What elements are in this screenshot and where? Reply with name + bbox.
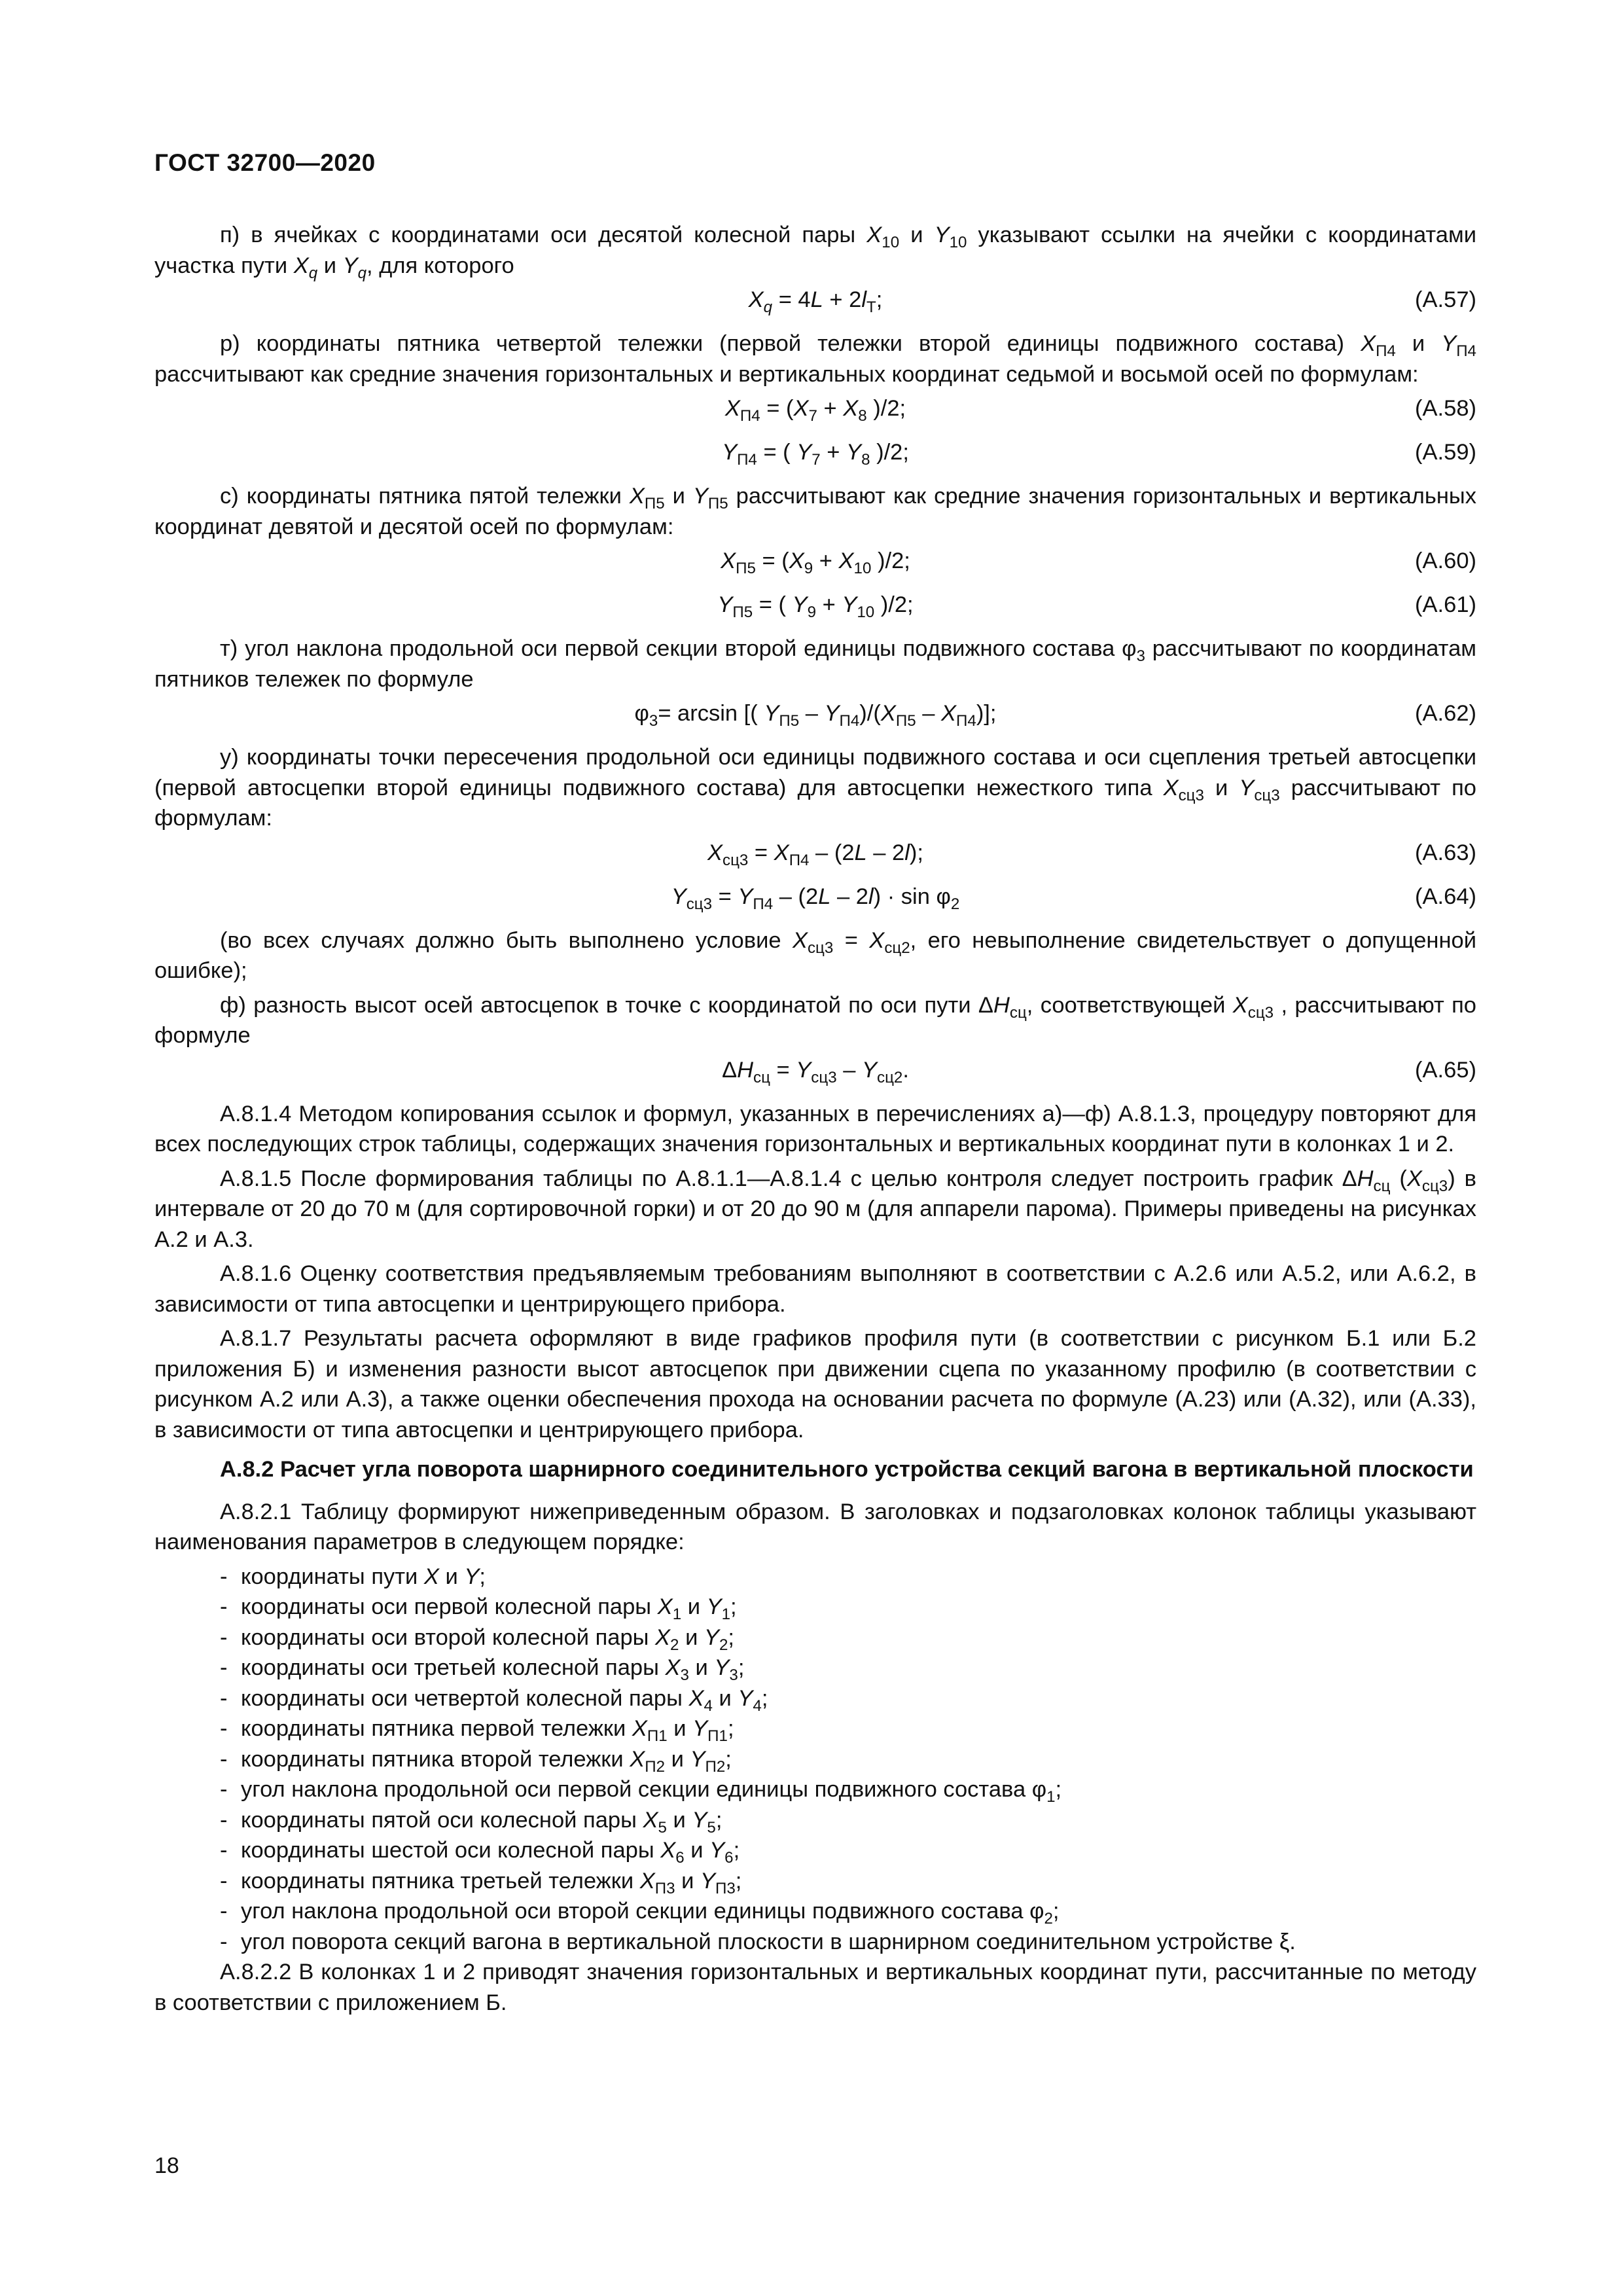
paragraph: А.8.1.4 Методом копирования ссылок и формул, указанных в перечислениях а)—ф) А.8.1.3, процедуру повторяют для всех последующих строк таблицы, содержащих значения горизонтальных и вертикальных координат пути в колонках 1 и 2. xyxy=(154,1101,1476,1157)
equation-formula: $X_{сц3} = X_{П4} - (2L - 2l)$; xyxy=(707,840,923,869)
equation xyxy=(154,393,1476,424)
paragraph: у) координаты точки пересечения продольной оси единицы подвижного состава и оси сцепления третьей автосцепки (первой автосцепки второй единицы подвижного состава) для автосцепки нежесткого типа $X_{сц3}$ и $Y_{сц3}$ рассчитывают по формулам: xyxy=(154,745,1476,831)
equation xyxy=(154,882,1476,912)
list-dash: - xyxy=(220,1746,228,1772)
list-item-text: координаты оси четвертой колесной пары $X_4$ и $Y_4$; xyxy=(241,1685,768,1715)
equation xyxy=(154,437,1476,468)
list-item-text: координаты пятой оси колесной пары $X_5$ и $Y_5$; xyxy=(241,1807,722,1837)
list-item xyxy=(220,1774,1476,1805)
equation xyxy=(154,838,1476,869)
list-item xyxy=(220,1744,1476,1775)
standard-title: ГОСТ 32700—2020 xyxy=(154,149,376,176)
list-item xyxy=(220,1562,1476,1592)
equation-formula: $\Delta H_{сц} = Y_{сц3} - Y_{сц2}$. xyxy=(722,1057,909,1086)
list-item-text: угол поворота секций вагона в вертикальной плоскости в шарнирном соединительном устройстве ξ. xyxy=(241,1929,1296,1954)
equation xyxy=(154,590,1476,620)
list-item-text: координаты оси третьей колесной пары $X_3$ и $Y_3$; xyxy=(241,1655,745,1684)
list-item xyxy=(220,1592,1476,1623)
equation-number: (A.62) xyxy=(1415,701,1476,726)
list-dash: - xyxy=(220,1594,228,1619)
paragraph: А.8.1.7 Результаты расчета оформляют в виде графиков профиля пути (в соответствии с рисунком Б.1 или Б.2 приложения Б) и изменения разности высот автосцепок при движении сцепа по указанному профилю (в соответствии с рисунком А.2 или А.3), а также оценки обеспечения прохода на основании расчета по формуле (А.23) или (А.32), или (А.33), в зависимости от типа автосцепки и центрирующего прибора. xyxy=(154,1326,1476,1443)
paragraph: п) в ячейках с координатами оси десятой колесной пары $X_{10}$ и $Y_{10}$ указывают ссылки на ячейки с координатами участка пути $X_q$ и $Y_q$, для которого xyxy=(154,223,1476,282)
list-item-text: координаты шестой оси колесной пары $X_6$ и $Y_6$; xyxy=(241,1838,740,1867)
equation-formula: $Y_{сц3} = Y_{П4} - (2L - 2l) \cdot \sin \varphi_2$ xyxy=(671,884,960,913)
list-dash: - xyxy=(220,1807,228,1833)
equation xyxy=(154,1055,1476,1086)
list-item-text: угол наклона продольной оси второй секции единицы подвижного состава $\varphi_2$; xyxy=(241,1899,1060,1928)
equation-formula: $Y_{П4}$ = ( $Y_7 + Y_8$ )/2; xyxy=(722,440,909,469)
equation-number: (A.58) xyxy=(1415,396,1476,421)
equation xyxy=(154,285,1476,315)
list-item xyxy=(220,1805,1476,1836)
list-item xyxy=(220,1713,1476,1744)
paragraph: А.8.2.2 В колонках 1 и 2 приводят значения горизонтальных и вертикальных координат пути, рассчитанные по методу в соответствии с приложением Б. xyxy=(154,1960,1476,2015)
paragraph: А.8.1.5 После формирования таблицы по А.8.1.1—А.8.1.4 с целью контроля следует построить график $\Delta H_{сц}$ $(X_{сц3})$ в интервале от 20 до 70 м (для сортировочной горки) и от 20 до 90 м (для аппарели парома). Примеры приведены на рисунках А.2 и А.3. xyxy=(154,1166,1476,1252)
list-dash: - xyxy=(220,1655,228,1680)
list-dash: - xyxy=(220,1868,228,1893)
paragraph: А.8.2.1 Таблицу формируют нижеприведенным образом. В заголовках и подзаголовках колонок таблицы указывают наименования параметров в следующем порядке: xyxy=(154,1499,1476,1554)
list-item xyxy=(220,1927,1476,1958)
equation-number: (A.61) xyxy=(1415,592,1476,617)
list-item xyxy=(220,1866,1476,1897)
equation-formula: $X_{П4} = (X_7 + X_8$ )/2; xyxy=(724,396,906,425)
list-dash: - xyxy=(220,1777,228,1802)
equation-formula: $X_q = 4L + 2l_Т$; xyxy=(748,287,883,316)
paragraph: т) угол наклона продольной оси первой секции второй единицы подвижного состава $\varphi_3$ рассчитывают по координатам пятников тележек по формуле xyxy=(154,636,1476,692)
equation-number: (A.59) xyxy=(1415,440,1476,465)
list-dash: - xyxy=(220,1624,228,1650)
list-item-text: координаты пятника третьей тележки $X_{П3}$ и $Y_{П3}$; xyxy=(241,1868,742,1897)
list-item xyxy=(220,1683,1476,1714)
list-item xyxy=(220,1623,1476,1653)
paragraph: ф) разность высот осей автосцепок в точке с координатой по оси пути $\Delta H_{сц}$, соответствующей $X_{сц3}$ , рассчитывают по формуле xyxy=(154,992,1476,1048)
list-item-text: координаты оси второй колесной пары $X_2$ и $Y_2$; xyxy=(241,1624,734,1654)
list-dash: - xyxy=(220,1899,228,1924)
equation-formula: $X_{П5} = (X_9 + X_{10}$ )/2; xyxy=(721,548,910,577)
list-dash: - xyxy=(220,1929,228,1954)
paragraph: А.8.1.6 Оценку соответствия предъявляемым требованиям выполняют в соответствии с А.2.6 или А.5.2, или А.6.2, в зависимости от типа автосцепки и центрирующего прибора. xyxy=(154,1261,1476,1317)
list-dash: - xyxy=(220,1685,228,1711)
list-dash: - xyxy=(220,1838,228,1863)
list-dash: - xyxy=(220,1716,228,1741)
paragraph: р) координаты пятника четвертой тележки (первой тележки второй единицы подвижного состава) $X_{П4}$ и $Y_{П4}$ рассчитывают как средние значения горизонтальных и вертикальных координат седьмой и восьмой осей по формулам: xyxy=(154,331,1476,387)
equation-number: (A.65) xyxy=(1415,1057,1476,1083)
list-item-text: угол наклона продольной оси первой секции единицы подвижного состава $\varphi_1$; xyxy=(241,1777,1062,1806)
equation xyxy=(154,546,1476,577)
equation xyxy=(154,698,1476,729)
equation-number: (A.64) xyxy=(1415,884,1476,909)
list-item xyxy=(220,1653,1476,1683)
list-item-text: координаты оси первой колесной пары $X_1$ и $Y_1$; xyxy=(241,1594,737,1623)
list-item-text: координаты пути X и Y; xyxy=(241,1564,486,1589)
list-item xyxy=(220,1896,1476,1927)
document-body xyxy=(154,220,1476,2022)
equation-formula: $\varphi_3= \arcsin$ [( $Y_{П5} - Y_{П4})/(X_{П5} - X_{П4})$]; xyxy=(634,701,997,730)
paragraph: с) координаты пятника пятой тележки $X_{П5}$ и $Y_{П5}$ рассчитывают как средние значения горизонтальных и вертикальных координат девятой и десятой осей по формулам: xyxy=(154,484,1476,539)
equation-number: (A.63) xyxy=(1415,840,1476,865)
equation-number: (A.57) xyxy=(1415,287,1476,312)
list-item xyxy=(220,1835,1476,1866)
list-item-text: координаты пятника второй тележки $X_{П2}$ и $Y_{П2}$; xyxy=(241,1746,732,1776)
paragraph: (во всех случаях должно быть выполнено условие $X_{сц3} = X_{сц2}$, его невыполнение свидетельствует о допущенной ошибке); xyxy=(154,927,1476,983)
list-dash: - xyxy=(220,1564,228,1589)
equation-number: (A.60) xyxy=(1415,548,1476,573)
list-item-text: координаты пятника первой тележки $X_{П1}$ и $Y_{П1}$; xyxy=(241,1716,734,1745)
section-heading: А.8.2 Расчет угла поворота шарнирного соединительного устройства секций вагона в вертикальной плоскости xyxy=(220,1457,1474,1482)
page-number: 18 xyxy=(154,2153,179,2178)
equation-formula: $Y_{П5}$ = ( $Y_9 + Y_{10}$ )/2; xyxy=(717,592,914,621)
